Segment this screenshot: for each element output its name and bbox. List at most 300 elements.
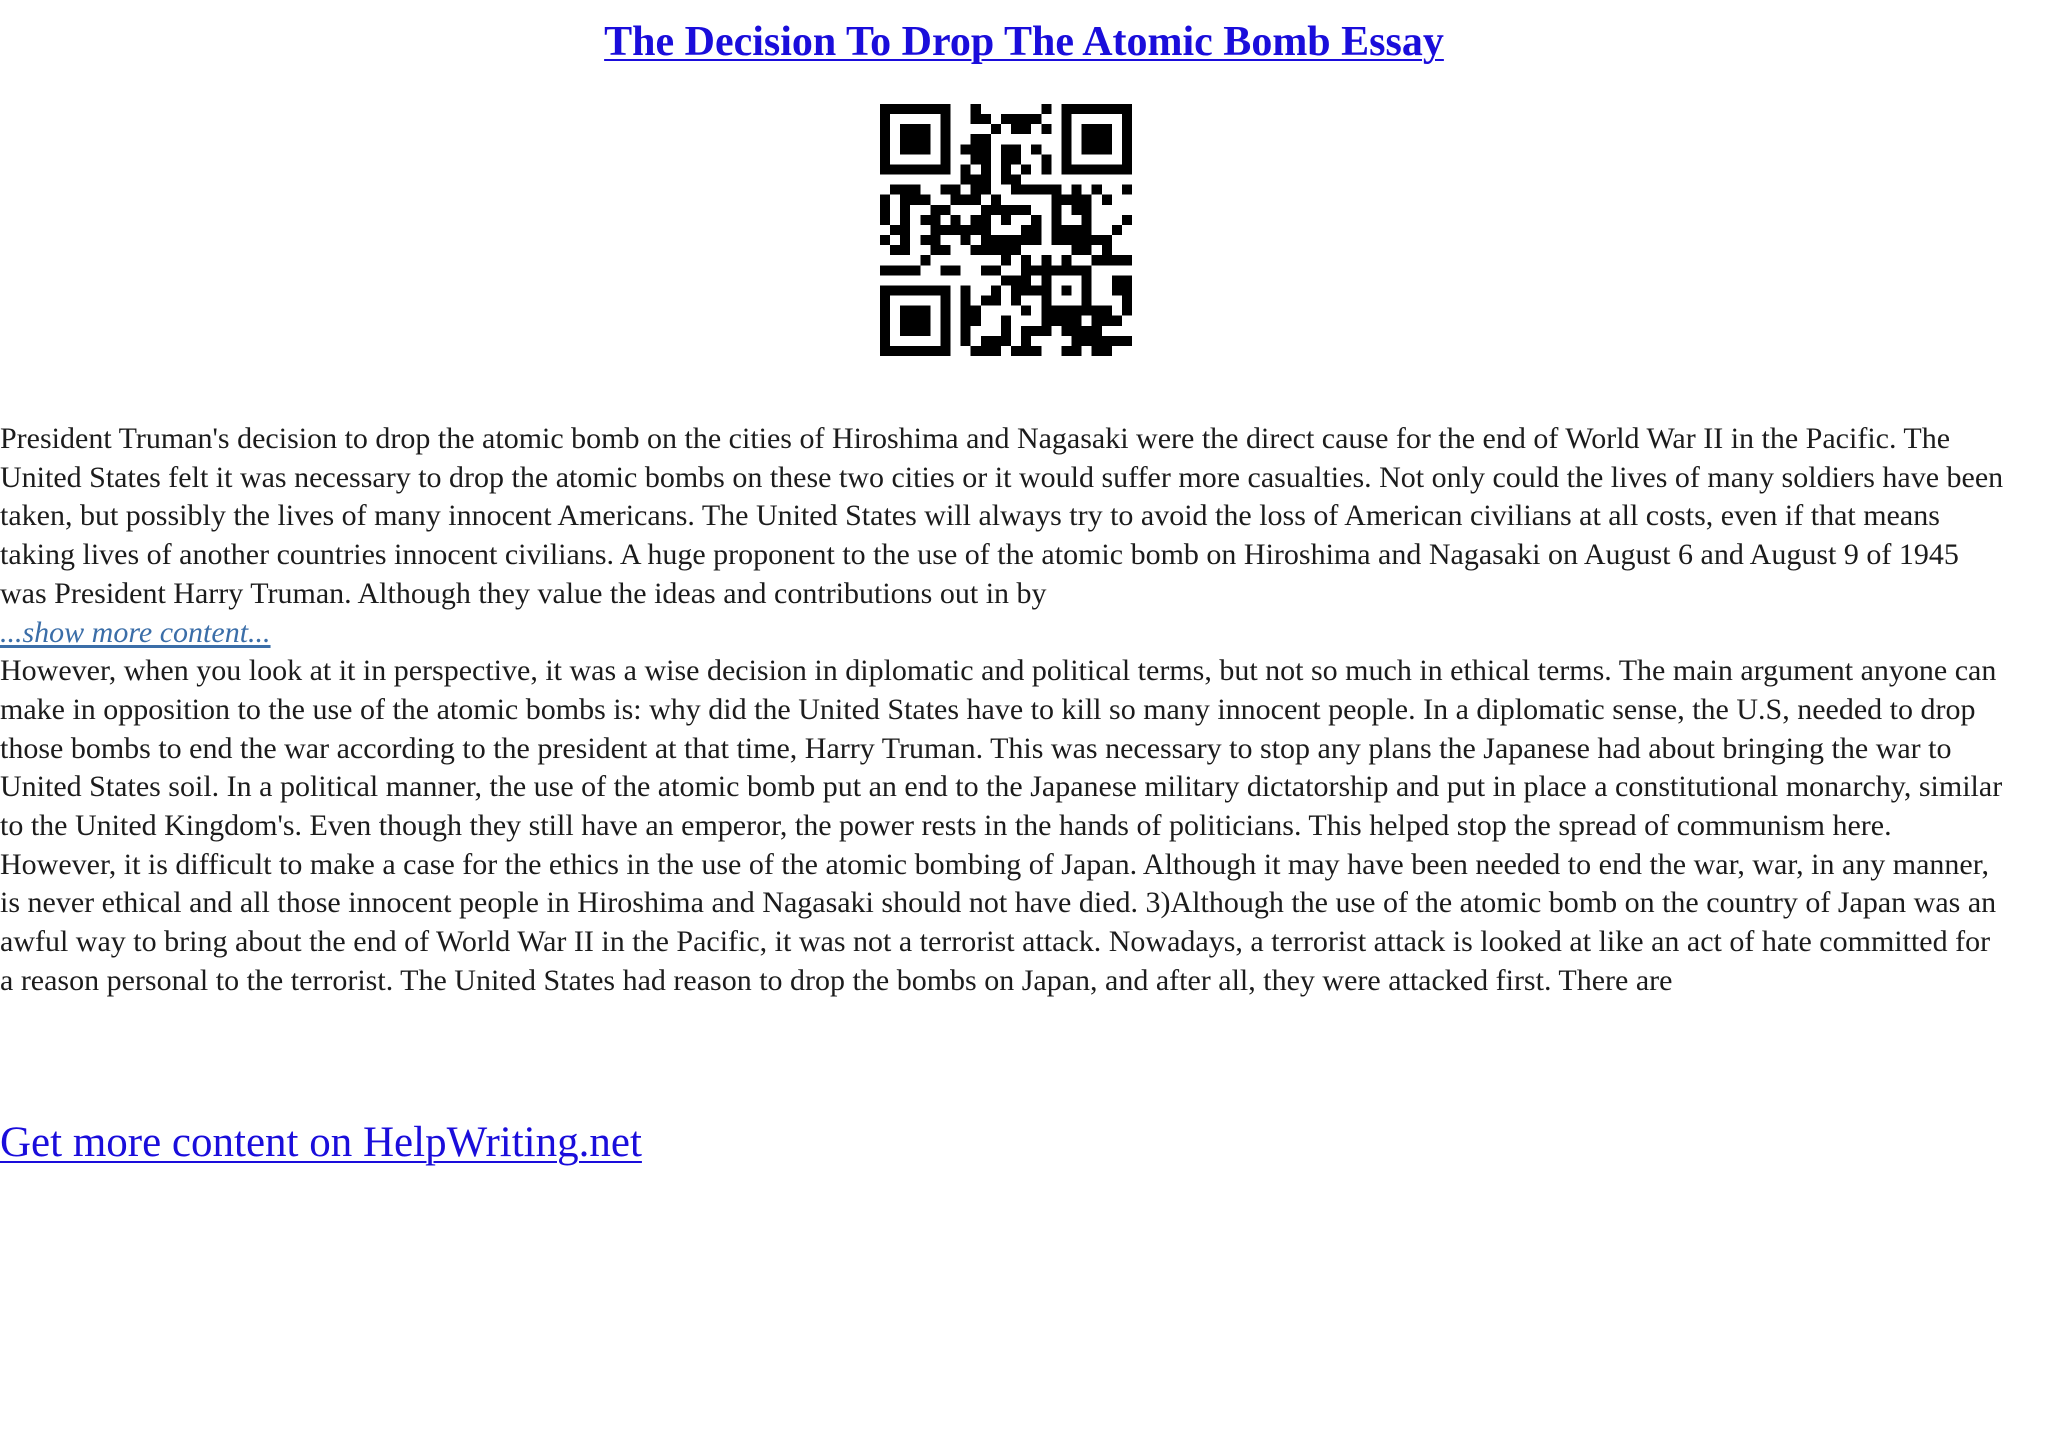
qr-module [961, 164, 971, 174]
qr-module [1031, 225, 1041, 235]
qr-module [900, 265, 910, 275]
qr-module [920, 346, 930, 356]
qr-module [1122, 306, 1132, 316]
qr-module [880, 285, 890, 295]
qr-module [890, 285, 900, 295]
qr-module [981, 235, 991, 245]
qr-module [1092, 185, 1102, 195]
qr-module [1082, 235, 1092, 245]
qr-module [900, 225, 910, 235]
qr-module [920, 235, 930, 245]
qr-module [880, 296, 890, 306]
qr-module [1061, 134, 1071, 144]
qr-module [1092, 346, 1102, 356]
qr-module [900, 195, 910, 205]
qr-module [1001, 164, 1011, 174]
qr-module [1031, 346, 1041, 356]
qr-module [1041, 104, 1051, 114]
qr-module [981, 134, 991, 144]
qr-module [1061, 154, 1071, 164]
qr-module [910, 164, 920, 174]
qr-module [910, 185, 920, 195]
qr-module [920, 134, 930, 144]
qr-module [981, 144, 991, 154]
qr-module [1112, 104, 1122, 114]
qr-module [961, 144, 971, 154]
qr-module [951, 215, 961, 225]
qr-module [1072, 205, 1082, 215]
qr-module [1112, 316, 1122, 326]
page-title-link[interactable]: The Decision To Drop The Atomic Bomb Essay [604, 19, 1444, 65]
qr-module [971, 154, 981, 164]
qr-module [1051, 185, 1061, 195]
qr-module [880, 316, 890, 326]
qr-module [910, 134, 920, 144]
qr-module [1011, 205, 1021, 215]
qr-module [1031, 285, 1041, 295]
qr-module [991, 124, 1001, 134]
qr-module [1051, 306, 1061, 316]
qr-module [1011, 114, 1021, 124]
qr-module [971, 134, 981, 144]
qr-module [940, 205, 950, 215]
qr-module [880, 205, 890, 215]
qr-module [1112, 255, 1122, 265]
qr-module [1092, 164, 1102, 174]
qr-module [971, 215, 981, 225]
qr-module [1102, 255, 1112, 265]
qr-module [910, 265, 920, 275]
qr-module [1061, 285, 1071, 295]
qr-module [1072, 326, 1082, 336]
qr-module [1001, 215, 1011, 225]
qr-module [940, 336, 950, 346]
qr-module [930, 104, 940, 114]
qr-module [1092, 134, 1102, 144]
qr-module [1011, 144, 1021, 154]
qr-module [1082, 144, 1092, 154]
qr-module [900, 306, 910, 316]
qr-module [940, 225, 950, 235]
qr-module [1051, 316, 1061, 326]
qr-module [900, 104, 910, 114]
qr-module [1051, 265, 1061, 275]
qr-module [1102, 336, 1112, 346]
qr-module [971, 114, 981, 124]
qr-module [900, 185, 910, 195]
qr-module [1092, 255, 1102, 265]
qr-module [940, 265, 950, 275]
qr-module [951, 265, 961, 275]
qr-module [1061, 316, 1071, 326]
qr-module [1001, 326, 1011, 336]
qr-module [1031, 265, 1041, 275]
qr-module [981, 154, 991, 164]
qr-module [981, 265, 991, 275]
qr-module [1092, 144, 1102, 154]
qr-module [971, 195, 981, 205]
qr-module [1021, 185, 1031, 195]
qr-module [920, 124, 930, 134]
qr-module [1112, 275, 1122, 285]
qr-module [1041, 154, 1051, 164]
qr-module [971, 104, 981, 114]
qr-module [971, 144, 981, 154]
qr-module [1021, 336, 1031, 346]
qr-module [880, 124, 890, 134]
qr-module [920, 195, 930, 205]
qr-module [1082, 195, 1092, 205]
qr-module [880, 134, 890, 144]
qr-module [1051, 225, 1061, 235]
qr-module [900, 215, 910, 225]
qr-module [1122, 124, 1132, 134]
qr-module [991, 346, 1001, 356]
qr-module [880, 114, 890, 124]
qr-module [1041, 124, 1051, 134]
qr-module [930, 164, 940, 174]
qr-module [930, 346, 940, 356]
qr-module [1072, 336, 1082, 346]
qr-module [1092, 336, 1102, 346]
qr-module [1031, 326, 1041, 336]
qr-module [890, 185, 900, 195]
qr-module [910, 285, 920, 295]
qr-module [991, 336, 1001, 346]
qr-module [981, 336, 991, 346]
qr-module [1061, 104, 1071, 114]
qr-module [1041, 185, 1051, 195]
get-more-content-link[interactable]: Get more content on HelpWriting.net [0, 1119, 642, 1166]
qr-module [1122, 275, 1132, 285]
qr-module [981, 185, 991, 195]
qr-module [961, 306, 971, 316]
qr-module [890, 104, 900, 114]
qr-module [940, 144, 950, 154]
qr-module [1092, 235, 1102, 245]
qr-module [1021, 124, 1031, 134]
qr-code-graphic [880, 104, 1132, 356]
qr-module [1011, 124, 1021, 134]
qr-module [1061, 346, 1071, 356]
qr-module [900, 134, 910, 144]
qr-module [1072, 316, 1082, 326]
qr-module [930, 205, 940, 215]
qr-module [961, 296, 971, 306]
qr-module [1051, 195, 1061, 205]
qr-module [900, 285, 910, 295]
qr-module [1021, 265, 1031, 275]
qr-module [890, 245, 900, 255]
qr-module [1082, 265, 1092, 275]
qr-module [1021, 346, 1031, 356]
qr-module [940, 316, 950, 326]
qr-module [900, 346, 910, 356]
qr-module [1021, 285, 1031, 295]
qr-module [1102, 195, 1112, 205]
qr-module [1001, 316, 1011, 326]
qr-module [1021, 164, 1031, 174]
qr-module [940, 164, 950, 174]
qr-module [981, 245, 991, 255]
qr-module [961, 316, 971, 326]
qr-module [880, 265, 890, 275]
qr-module [1072, 164, 1082, 174]
qr-module [951, 185, 961, 195]
qr-module [1122, 255, 1132, 265]
qr-module [981, 175, 991, 185]
qr-module [1102, 104, 1112, 114]
qr-module [880, 326, 890, 336]
qr-module [920, 215, 930, 225]
qr-module [880, 215, 890, 225]
qr-module [1021, 235, 1031, 245]
qr-module [1082, 306, 1092, 316]
qr-module [1072, 104, 1082, 114]
qr-module [930, 215, 940, 225]
qr-module [1001, 245, 1011, 255]
qr-module [1122, 134, 1132, 144]
qr-module [971, 346, 981, 356]
qr-module [1041, 306, 1051, 316]
qr-module [981, 215, 991, 225]
qr-module [1102, 164, 1112, 174]
qr-module [971, 245, 981, 255]
qr-module [890, 265, 900, 275]
qr-module [1092, 306, 1102, 316]
qr-module [1061, 114, 1071, 124]
qr-module [1082, 134, 1092, 144]
qr-module [910, 144, 920, 154]
qr-module [1061, 306, 1071, 316]
qr-module [880, 164, 890, 174]
essay-paragraph-1: President Truman's decision to drop the atomic bomb on the cities of Hiroshima and Nagasaki were the direct cause for the end of World War II in the Pacific. The United States felt it was necessary to drop the atomic bombs on these two cities or it would suffer more casualties. Not only could the lives of many soldiers have been taken, but possibly the lives of many innocent Americans. The United States will always try to avoid the loss of American civilians at all costs, even if that means taking lives of another countries innocent civilians. A huge proponent to the use of the atomic bomb on Hiroshima and Nagasaki on August 6 and August 9 of 1945 was President Harry Truman. Although they value the ideas and contributions out in by [0, 422, 2004, 610]
qr-module [1061, 235, 1071, 245]
qr-module [971, 225, 981, 235]
qr-module [971, 175, 981, 185]
qr-module [1011, 275, 1021, 285]
qr-module [1072, 346, 1082, 356]
qr-module [991, 235, 1001, 245]
qr-module [1082, 124, 1092, 134]
qr-module [900, 316, 910, 326]
document-page [20, 0, 2028, 70]
qr-module [1082, 104, 1092, 114]
qr-module [920, 306, 930, 316]
qr-module [1072, 225, 1082, 235]
qr-module [880, 346, 890, 356]
show-more-link[interactable]: ...show more content... [0, 615, 271, 649]
qr-module [1001, 144, 1011, 154]
qr-module [940, 346, 950, 356]
qr-module [971, 185, 981, 195]
qr-module [1031, 185, 1041, 195]
qr-module [1051, 235, 1061, 245]
qr-module [1122, 154, 1132, 164]
qr-module [981, 225, 991, 235]
qr-module [900, 164, 910, 174]
qr-module [1092, 104, 1102, 114]
qr-module [900, 205, 910, 215]
qr-module [910, 316, 920, 326]
qr-module [981, 164, 991, 174]
qr-module [880, 235, 890, 245]
qr-module [1082, 326, 1092, 336]
qr-module [1061, 225, 1071, 235]
qr-module [1082, 296, 1092, 306]
qr-module [1051, 215, 1061, 225]
qr-module [1031, 215, 1041, 225]
qr-module [910, 326, 920, 336]
qr-module [1041, 296, 1051, 306]
qr-module [940, 104, 950, 114]
qr-module [940, 134, 950, 144]
qr-module [930, 245, 940, 255]
qr-module [1001, 205, 1011, 215]
qr-module [1112, 225, 1122, 235]
qr-module [1011, 235, 1021, 245]
qr-module [1061, 144, 1071, 154]
qr-module [920, 316, 930, 326]
qr-module [1102, 235, 1112, 245]
qr-module [1041, 275, 1051, 285]
qr-module [1112, 164, 1122, 174]
qr-module [1061, 326, 1071, 336]
essay-paragraph-2: However, when you look at it in perspective, it was a wise decision in diplomatic and political terms, but not so much in ethical terms. The main argument anyone can make in opposition to the use of the atomic bombs is: why did the United States have to kill so many innocent people. In a diplomatic sense, the U.S, needed to drop those bombs to end the war according to the president at that time, Harry Truman. This was necessary to stop any plans the Japanese had about bringing the war to United States soil. In a political manner, the use of the atomic bomb put an end to the Japanese military dictatorship and put in place a constitutional monarchy, similar to the United Kingdom's. Even though they still have an emperor, the power rests in the hands of politicians. This helped stop the spread of communism here. However, it is difficult to make a case for the ethics in the use of the atomic bombing of Japan. Although it may have been needed to end the war, war, in any manner, is never ethical and all those innocent people in Hiroshima and Nagasaki should not have died. 3)Although the use of the atomic bomb on the country of Japan was an awful way to bring about the end of World War II in the Pacific, it was not a terrorist attack. Nowadays, a terrorist attack is looked at like an act of hate committed for a reason personal to the terrorist. The United States had reason to drop the bombs on Japan, and after all, they were attacked first. There are [0, 654, 2003, 997]
qr-module [880, 306, 890, 316]
qr-module [920, 144, 930, 154]
qr-module [940, 285, 950, 295]
qr-module [1072, 306, 1082, 316]
qr-module [1011, 185, 1021, 195]
qr-module [1011, 245, 1021, 255]
qr-module [1072, 185, 1082, 195]
qr-module [1102, 346, 1112, 356]
qr-code-icon [880, 104, 1132, 356]
qr-module [880, 144, 890, 154]
qr-module [880, 104, 890, 114]
qr-module [1001, 275, 1011, 285]
qr-module [1122, 114, 1132, 124]
qr-module [1112, 285, 1122, 295]
qr-module [1122, 104, 1132, 114]
qr-module [1021, 326, 1031, 336]
qr-module [930, 285, 940, 295]
qr-module [890, 164, 900, 174]
qr-module [900, 245, 910, 255]
qr-module [1041, 265, 1051, 275]
qr-module [971, 316, 981, 326]
qr-module [1021, 114, 1031, 124]
qr-module [1031, 235, 1041, 245]
qr-module [930, 225, 940, 235]
qr-module [981, 205, 991, 215]
qr-module [1082, 285, 1092, 295]
qr-module [910, 346, 920, 356]
qr-module [1092, 326, 1102, 336]
qr-module [1061, 265, 1071, 275]
qr-module [961, 175, 971, 185]
qr-module [1001, 114, 1011, 124]
qr-module [1082, 225, 1092, 235]
qr-module [1021, 306, 1031, 316]
qr-module [1021, 225, 1031, 235]
qr-module [1041, 255, 1051, 265]
qr-module [1082, 336, 1092, 346]
qr-module [900, 144, 910, 154]
qr-module [991, 205, 1001, 215]
qr-module [1122, 144, 1132, 154]
qr-module [1102, 245, 1112, 255]
qr-module [1102, 144, 1112, 154]
qr-module [1072, 235, 1082, 245]
qr-module [940, 306, 950, 316]
qr-module [1011, 346, 1021, 356]
qr-module [920, 326, 930, 336]
qr-module [1031, 114, 1041, 124]
qr-module [1102, 134, 1112, 144]
qr-module [971, 306, 981, 316]
qr-module [940, 296, 950, 306]
qr-module [910, 124, 920, 134]
qr-module [1001, 336, 1011, 346]
qr-module [1092, 316, 1102, 326]
qr-module [1082, 205, 1092, 215]
qr-module [1061, 195, 1071, 205]
qr-module [1082, 215, 1092, 225]
qr-module [1122, 185, 1132, 195]
qr-module [1021, 205, 1031, 215]
qr-module [940, 245, 950, 255]
qr-module [991, 195, 1001, 205]
qr-module [961, 336, 971, 346]
qr-module [1021, 275, 1031, 285]
qr-module [1051, 205, 1061, 215]
qr-module [1072, 265, 1082, 275]
qr-module [920, 164, 930, 174]
qr-module [1082, 275, 1092, 285]
qr-module [940, 326, 950, 336]
qr-module [1072, 195, 1082, 205]
qr-module [910, 306, 920, 316]
qr-module [1061, 255, 1071, 265]
qr-module [900, 326, 910, 336]
qr-module [1011, 285, 1021, 295]
qr-module [1041, 316, 1051, 326]
qr-module [1041, 326, 1051, 336]
qr-module [1061, 164, 1071, 174]
qr-module [920, 285, 930, 295]
qr-module [1011, 296, 1021, 306]
qr-module [961, 235, 971, 245]
qr-module [991, 265, 1001, 275]
qr-module [1021, 255, 1031, 265]
qr-module [951, 225, 961, 235]
qr-module [1122, 296, 1132, 306]
qr-module [991, 245, 1001, 255]
qr-module [890, 225, 900, 235]
qr-module [1001, 255, 1011, 265]
qr-module [940, 185, 950, 195]
qr-module [1011, 175, 1021, 185]
qr-module [940, 114, 950, 124]
qr-module [961, 285, 971, 295]
qr-module [1122, 215, 1132, 225]
qr-module [1102, 316, 1112, 326]
qr-module [1102, 306, 1112, 316]
qr-module [1072, 245, 1082, 255]
qr-module [1122, 164, 1132, 174]
